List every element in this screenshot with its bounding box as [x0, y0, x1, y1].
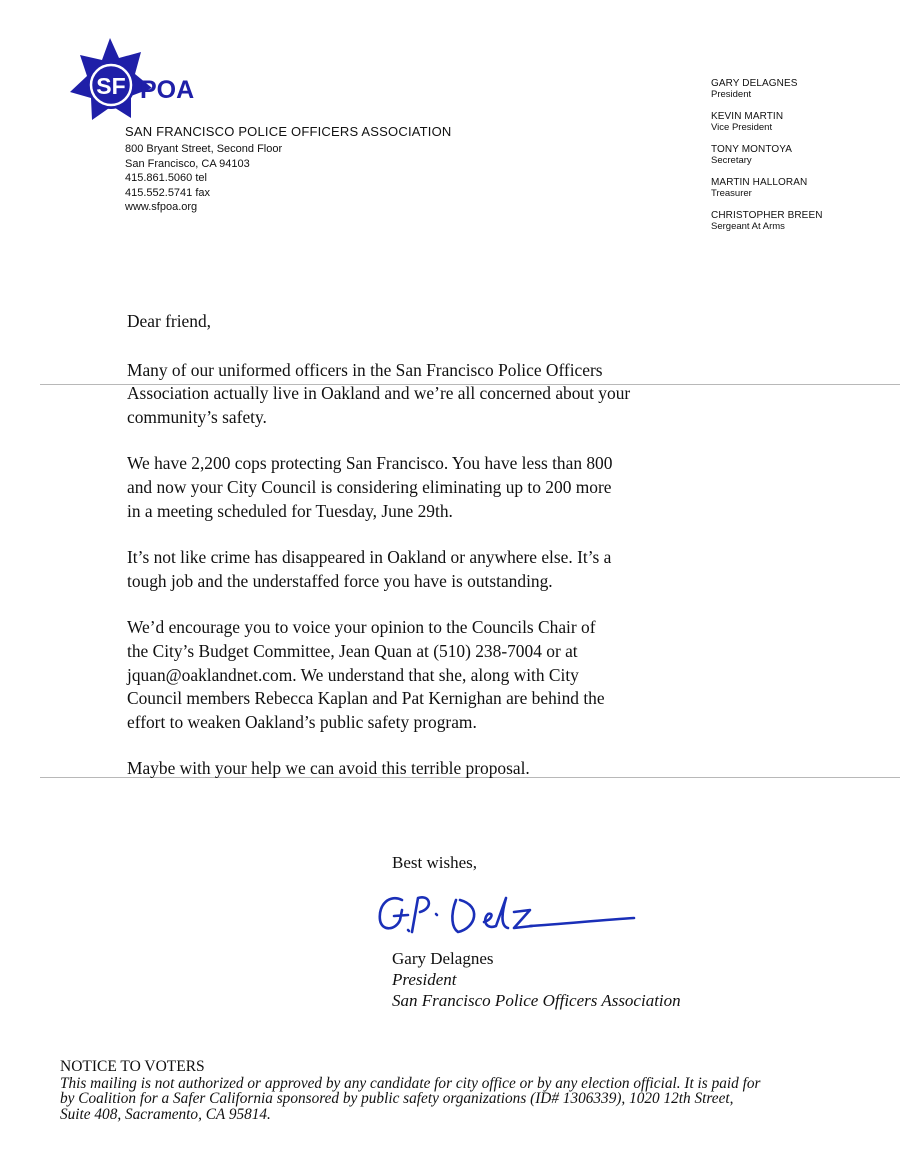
letter-paragraph: [127, 452, 727, 523]
org-address-line-2: San Francisco, CA 94103: [125, 157, 250, 170]
signer-organization: San Francisco Police Officers Association: [392, 991, 681, 1010]
signature-scribble-icon: [372, 886, 642, 946]
letter-line: in a meeting scheduled for Tuesday, June 29th.: [127, 500, 453, 521]
notice-line: This mailing is not authorized or approved by any candidate for city office or by any election official. It is paid for: [60, 1074, 761, 1092]
letter-line: We have 2,200 cops protecting San Francisco. You have less than 800: [127, 453, 613, 474]
officer-title: Treasurer: [711, 188, 752, 199]
org-address-line-1: 800 Bryant Street, Second Floor: [125, 143, 283, 155]
logo-poa-text: POA: [140, 76, 195, 104]
letter-paragraph: [127, 546, 727, 593]
notice-body: [60, 1076, 840, 1123]
letter-line: We’d encourage you to voice your opinion to the Councils Chair of: [127, 617, 596, 638]
officer-entry: [711, 111, 823, 133]
letter-line: tough job and the understaffed force you have is outstanding.: [127, 570, 553, 591]
letter-paragraph: [127, 359, 727, 430]
officer-title: President: [711, 89, 752, 100]
letter-line: Maybe with your help we can avoid this terrible proposal.: [127, 758, 530, 779]
letter-line: Association actually live in Oakland and we’re all concerned about your: [127, 383, 631, 404]
signer-title: President: [392, 970, 457, 989]
org-website: www.sfpoa.org: [125, 201, 198, 213]
signer-block: [392, 948, 681, 1011]
officer-name: KEVIN MARTIN: [711, 111, 784, 122]
officer-name: TONY MONTOYA: [711, 144, 793, 155]
notice-to-voters: [60, 1059, 840, 1122]
notice-line: Suite 408, Sacramento, CA 95814.: [60, 1105, 271, 1123]
letter-closing: Best wishes,: [392, 853, 477, 872]
org-name: SAN FRANCISCO POLICE OFFICERS ASSOCIATION: [125, 124, 452, 139]
officer-entry: [711, 78, 823, 100]
letter-line: jquan@oaklandnet.com. We understand that she, along with City: [127, 664, 579, 685]
sfpoa-logo: [62, 38, 212, 128]
officer-name: CHRISTOPHER BREEN: [711, 210, 823, 221]
org-address-block: [125, 124, 452, 215]
logo-sf-text: SF: [96, 73, 126, 99]
officer-entry: [711, 144, 823, 166]
officer-title: Secretary: [711, 155, 752, 166]
officer-title: Vice President: [711, 122, 773, 133]
letter-greeting: Dear friend,: [127, 311, 212, 331]
police-star-icon: [62, 38, 212, 128]
handwritten-signature: [372, 886, 642, 946]
notice-title: NOTICE TO VOTERS: [60, 1058, 205, 1075]
letter-line: Council members Rebecca Kaplan and Pat Kernighan are behind the: [127, 688, 605, 709]
letter-line: Many of our uniformed officers in the San Francisco Police Officers: [127, 359, 603, 380]
letter-line: community’s safety.: [127, 406, 267, 427]
letter-line: and now your City Council is considering eliminating up to 200 more: [127, 476, 612, 497]
officer-name: GARY DELAGNES: [711, 78, 798, 89]
letter-body: [127, 310, 727, 804]
officer-name: MARTIN HALLORAN: [711, 177, 808, 188]
officer-entry: [711, 210, 823, 232]
org-phone: 415.861.5060 tel: [125, 172, 207, 184]
letter-line: the City’s Budget Committee, Jean Quan at (510) 238-7004 or at: [127, 640, 578, 661]
officer-entry: [711, 177, 823, 199]
officer-title: Sergeant At Arms: [711, 221, 785, 232]
letter-paragraph: [127, 616, 727, 734]
notice-line: by Coalition for a Safer California sponsored by public safety organizations (ID# 1306339), 1020 12th Street,: [60, 1090, 734, 1107]
letter-line: It’s not like crime has disappeared in Oakland or anywhere else. It’s a: [127, 547, 612, 568]
letter-line: effort to weaken Oakland’s public safety program.: [127, 711, 477, 732]
officers-list: [711, 78, 823, 243]
letter-paragraph: [127, 757, 727, 781]
org-fax: 415.552.5741 fax: [125, 186, 211, 199]
signer-name: Gary Delagnes: [392, 949, 494, 968]
